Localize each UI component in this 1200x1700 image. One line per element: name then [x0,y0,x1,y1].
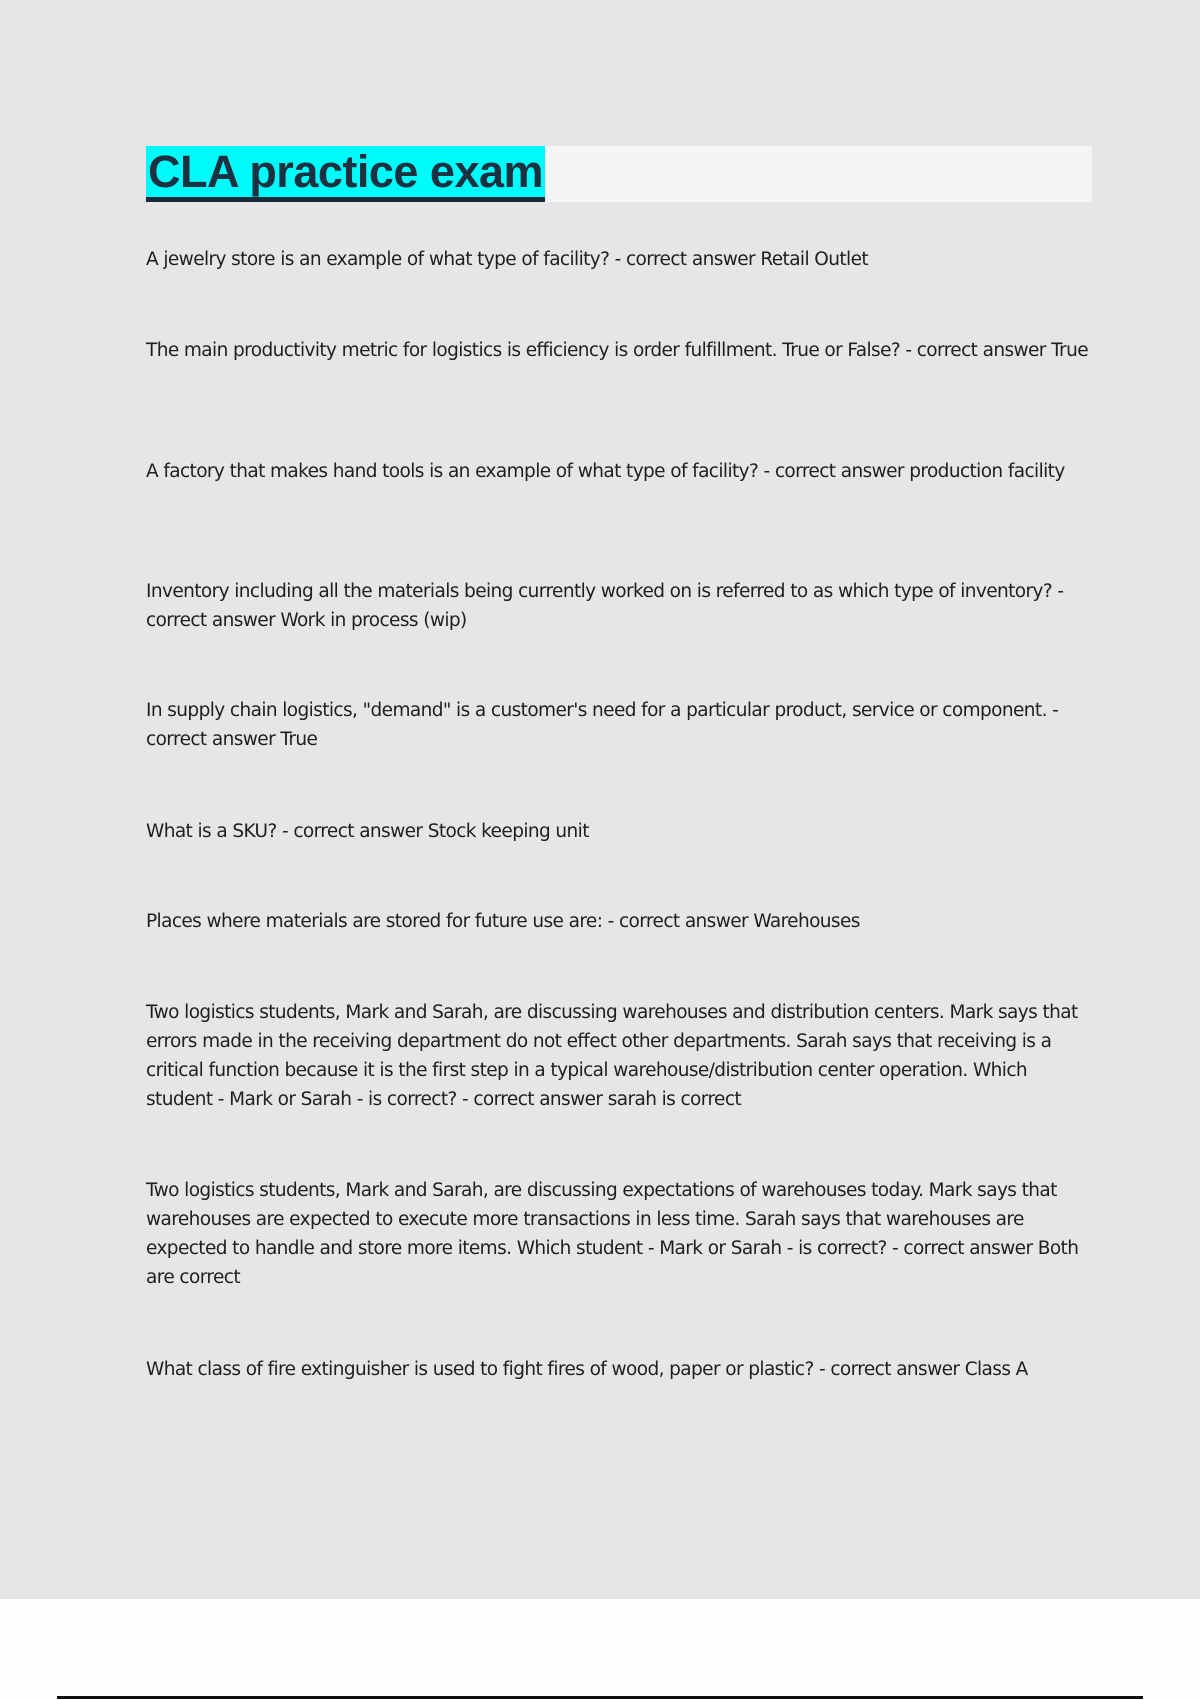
question-10: What class of fire extinguisher is used to fight fires of wood, paper or plastic? - correct answer Class A [146,1359,1028,1380]
footer-divider [57,1696,1143,1699]
question-1: A jewelry store is an example of what type of facility? - correct answer Retail Outlet [146,249,869,270]
question-2: The main productivity metric for logistics is efficiency is order fulfillment. True or False? - correct answer True [146,340,1088,361]
question-4: Inventory including all the materials being currently worked on is referred to as which type of inventory? - correct answer Work in process (wip) [146,581,1064,631]
question-7: Places where materials are stored for future use are: - correct answer Warehouses [146,911,860,932]
title-bar [146,146,1092,202]
question-3: A factory that makes hand tools is an example of what type of facility? - correct answer production facility [146,461,1065,482]
question-8: Two logistics students, Mark and Sarah, are discussing warehouses and distribution centers. Mark says that errors made in the receiving department do not effect other departments. Sarah says that receiving is a critical function because it is the first step in a typical warehouse/distribution center operation. Which student - Mark or Sarah - is correct? - correct answer sarah is correct [146,1002,1078,1110]
question-5: In supply chain logistics, "demand" is a customer's need for a particular product, service or component. - correct answer True [146,700,1059,750]
page-title: CLA practice exam [146,146,545,202]
question-6: What is a SKU? - correct answer Stock keeping unit [146,821,589,842]
question-9: Two logistics students, Mark and Sarah, are discussing expectations of warehouses today. Mark says that warehouses are expected to execute more transactions in less time. Sarah says that warehouses are expected to handle and store more items. Which student - Mark or Sarah - is correct? - correct answer Both are correct [146,1180,1079,1288]
